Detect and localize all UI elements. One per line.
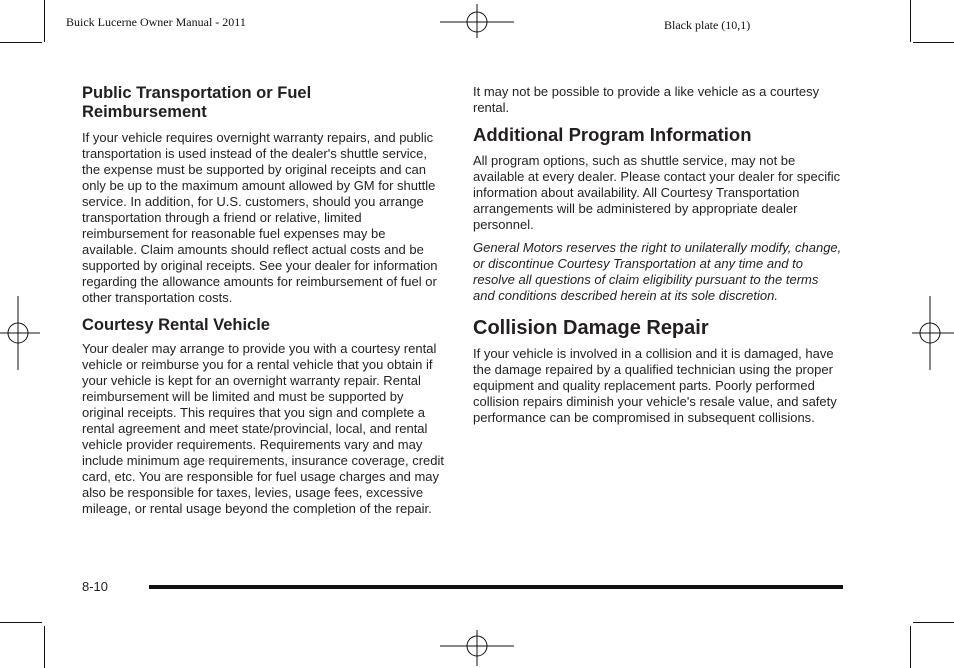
footer-rule xyxy=(149,585,843,589)
crop-mark xyxy=(913,622,954,623)
paragraph-gm-reservation-note: General Motors reserves the right to unilaterally modify, change, or discontinue Courtesy Transportation at any time and to resolve all questions of claim eligibility pursuant to the terms and conditions described herein at its sole discretion. xyxy=(473,240,842,303)
crop-mark xyxy=(0,622,42,623)
section-heading-collision-repair: Collision Damage Repair xyxy=(473,317,709,339)
left-column xyxy=(82,84,444,517)
heading-line: Public Transportation or Fuel xyxy=(82,84,312,102)
registration-mark-icon xyxy=(0,296,40,370)
crop-mark xyxy=(44,0,45,42)
crop-mark xyxy=(910,0,911,42)
paragraph-public-transportation: If your vehicle requires overnight warranty repairs, and public transportation is used instead of the dealer's shuttle service, the expense must be supported by original receipts and can only be up to the maximum amount allowed by GM for shuttle service. In addition, for U.S. customers, should you arrange transportation through a friend or relative, limited reimbursement for reasonable fuel expenses may be available. Claim amounts should reflect actual costs and be supported by original receipts. See your dealer for information regarding the allowance amounts for reimbursement of fuel or other transportation costs. xyxy=(82,130,438,305)
section-heading-additional-program: Additional Program Information xyxy=(473,124,752,145)
header-plate-label: Black plate (10,1) xyxy=(664,18,751,32)
crop-mark xyxy=(913,42,954,43)
paragraph-collision-repair: If your vehicle is involved in a collision and it is damaged, have the damage repaired by a qualified technician using the proper equipment and quality replacement parts. Poorly performed collision repairs diminish your vehicle's resale value, and safety performance can be compromised in subsequent collisions. xyxy=(473,346,837,425)
heading-line: Reimbursement xyxy=(82,103,207,121)
paragraph-like-vehicle: It may not be possible to provide a like vehicle as a courtesy rental. xyxy=(473,84,820,115)
registration-mark-icon xyxy=(912,296,954,370)
section-heading-courtesy-rental: Courtesy Rental Vehicle xyxy=(82,316,270,334)
crop-mark xyxy=(44,626,45,668)
page-number: 8-10 xyxy=(82,579,109,594)
header-document-title: Buick Lucerne Owner Manual - 2011 xyxy=(66,15,246,29)
paragraph-additional-program: All program options, such as shuttle service, may not be available at every dealer. Please contact your dealer for specific information about availability. All Courtesy Transportation arrangements will be administered by appropriate dealer personnel. xyxy=(473,153,841,232)
paragraph-courtesy-rental: Your dealer may arrange to provide you with a courtesy rental vehicle or reimburse you for a rental vehicle that you obtain if your vehicle is kept for an overnight warranty repair. Rental reimbursement will be limited and must be supported by original receipts. This requires that you sign and complete a rental agreement and meet state/provincial, local, and rental vehicle provider requirements. Requirements vary and may include minimum age requirements, insurance coverage, credit card, etc. You are responsible for fuel usage charges and may also be responsible for taxes, levies, usage fees, excessive mileage, or rental usage beyond the completion of the repair. xyxy=(82,341,445,516)
crop-mark xyxy=(0,42,42,43)
right-column xyxy=(473,84,843,426)
registration-mark-icon xyxy=(440,4,514,38)
registration-mark-icon xyxy=(440,630,514,666)
section-heading-public-transportation xyxy=(82,84,444,122)
crop-mark xyxy=(910,626,911,668)
